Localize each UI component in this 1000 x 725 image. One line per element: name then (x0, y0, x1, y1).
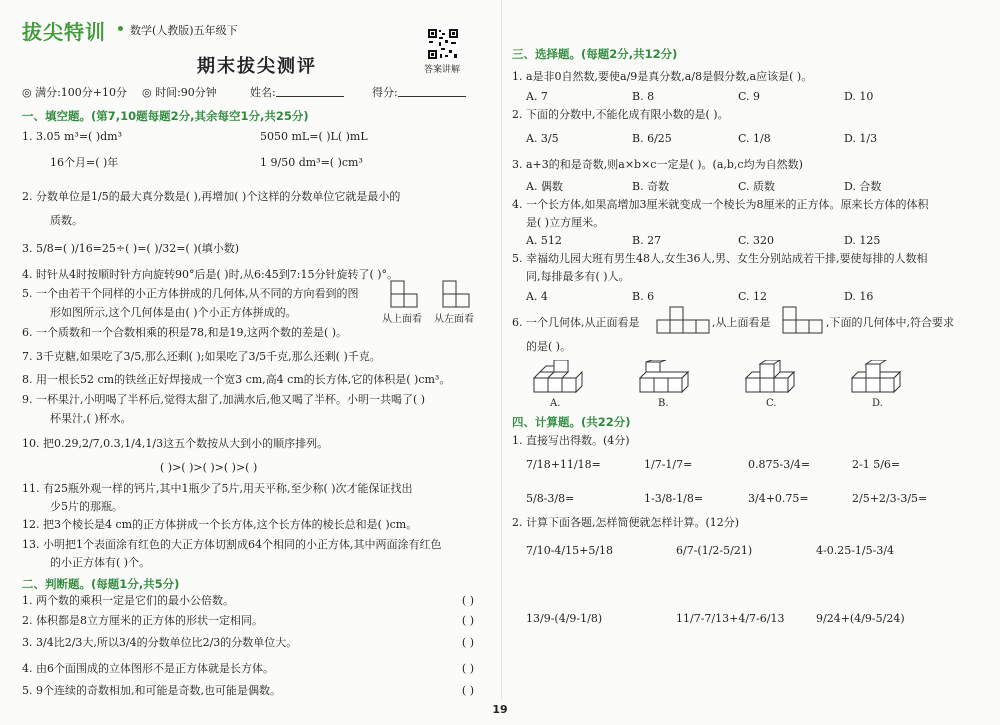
option-c[interactable]: C. 320 (738, 234, 775, 247)
question-10a: 10. 把0.29,2/7,0.3,1/4,1/3这五个数按从大到小的顺序排列。 (22, 437, 329, 450)
option-b[interactable]: B. 6/25 (632, 132, 672, 145)
choice-4a: 4. 一个长方体,如果高增加3厘米就变成一个棱长为8厘米的正方体。原来长方体的体积 (512, 198, 929, 211)
question-5a: 5. 一个由若干个同样的小正方体拼成的几何体,从不同的方向看到的图 (22, 287, 359, 300)
question-7: 7. 3千克糖,如果吃了3/5,那么还剩( );如果吃了3/5千克,那么还剩( )千克。 (22, 350, 381, 363)
solid-figure-a[interactable] (532, 360, 592, 396)
solid-figure-d[interactable] (850, 360, 910, 396)
brand-logo: 拔尖特训 (22, 20, 106, 44)
question-12: 12. 把3个棱长是4 cm的正方体拼成一个长方体,这个长方体的棱长总和是( )cm。 (22, 518, 418, 531)
option-b[interactable]: B. 8 (632, 90, 655, 103)
calc-2-title: 2. 计算下面各题,怎样简便就怎样计算。(12分) (512, 516, 740, 529)
choice-4-options (526, 234, 966, 248)
book-title: 数学(人教版)五年级下 (130, 24, 238, 37)
front-view-figure (656, 306, 712, 334)
question-1b: 5050 mL=( )L( )mL (260, 130, 368, 143)
calc-expr: 11/7-7/13+4/7-6/13 (676, 612, 785, 625)
choice-2-options (526, 132, 966, 146)
choice-5-options (526, 290, 966, 304)
choice-4b: 是( )立方厘米。 (526, 216, 605, 229)
figure-d-label: D. (872, 398, 883, 409)
choice-6c: ,下面的几何体中,符合要求 (826, 316, 954, 329)
option-b[interactable]: B. 27 (632, 234, 662, 247)
question-6: 6. 一个质数和一个合数相乘的积是78,和是19,这两个数的差是( )。 (22, 326, 348, 339)
solid-figure-c[interactable] (744, 360, 804, 396)
choice-5b: 同,每排最多有( )人。 (526, 270, 630, 283)
question-13a: 13. 小明把1个表面涂有红色的大正方体切割成64个相同的小正方体,其中两面涂有红色 (22, 538, 442, 551)
judge-5-answer[interactable]: ( ) (461, 684, 474, 697)
option-d[interactable]: D. 10 (844, 90, 874, 103)
calc-1-title: 1. 直接写出得数。(4分) (512, 434, 630, 447)
option-b[interactable]: B. 奇数 (632, 180, 670, 193)
figure-b-label: B. (658, 398, 669, 409)
choice-3: 3. a+3的和是奇数,则a×b×c一定是( )。(a,b,c均为自然数) (512, 158, 803, 171)
question-9a: 9. 一杯果汁,小明喝了半杯后,觉得太甜了,加满水后,他又喝了半杯。小明一共喝了( ) (22, 393, 426, 406)
column-divider (501, 0, 502, 700)
solid-figure-b[interactable] (638, 360, 698, 396)
question-3: 3. 5/8=( )/16=25÷( )=( )/32=( )(填小数) (22, 242, 240, 255)
question-1a: 1. 3.05 m³=( )dm³ (22, 130, 122, 143)
figure-c-label: C. (766, 398, 777, 409)
page-title: 期末拔尖测评 (197, 56, 317, 77)
left-view-figure (442, 280, 472, 308)
option-d[interactable]: D. 125 (844, 234, 881, 247)
qr-label: 答案讲解 (424, 65, 461, 75)
option-a[interactable]: A. 7 (526, 90, 548, 103)
choice-6d: 的是( )。 (526, 340, 572, 353)
choice-6a: 6. 一个几何体,从正面看是 (512, 316, 640, 329)
section-true-false: 二、判断题。(每题1分,共5分) (22, 577, 180, 591)
section-fill-blank: 一、填空题。(第7,10题每题2分,其余每空1分,共25分) (22, 109, 309, 123)
calc-expr: 7/10-4/15+5/18 (526, 544, 614, 557)
name-field[interactable] (276, 84, 344, 97)
question-10b: ( )>( )>( )>( )>( ) (160, 461, 258, 474)
calc-item: 5/8-3/8= (526, 492, 575, 505)
judge-1: 1. 两个数的乘积一定是它们的最小公倍数。 (22, 594, 234, 607)
option-a[interactable]: A. 512 (526, 234, 562, 247)
choice-2: 2. 下面的分数中,不能化成有限小数的是( )。 (512, 108, 729, 121)
name-label: 姓名: (250, 84, 276, 100)
calc-expr: 13/9-(4/9-1/8) (526, 612, 603, 625)
question-11b: 少5片的那瓶。 (50, 500, 123, 513)
question-2b: 质数。 (50, 214, 83, 227)
right-column (512, 0, 982, 725)
choice-1-options (526, 90, 966, 104)
question-4: 4. 时针从4时按顺时针方向旋转90°后是( )时,从6:45到7:15分针旋转了( )°。 (22, 268, 399, 281)
option-a[interactable]: A. 4 (526, 290, 548, 303)
judge-4-answer[interactable]: ( ) (461, 662, 474, 675)
calc-expr: 9/24+(4/9-5/24) (816, 612, 905, 625)
calc-item: 0.875-3/4= (748, 458, 811, 471)
calc-item: 2-1 5/6= (852, 458, 901, 471)
option-a[interactable]: A. 偶数 (526, 180, 563, 193)
question-1d: 1 9/50 dm³=( )cm³ (260, 156, 363, 169)
option-a[interactable]: A. 3/5 (526, 132, 559, 145)
judge-4: 4. 由6个面围成的立体图形不是正方体就是长方体。 (22, 662, 274, 675)
option-c[interactable]: C. 1/8 (738, 132, 771, 145)
option-c[interactable]: C. 12 (738, 290, 768, 303)
judge-3-answer[interactable]: ( ) (461, 636, 474, 649)
choice-6b: ,从上面看是 (712, 316, 771, 329)
option-d[interactable]: D. 合数 (844, 180, 882, 193)
judge-5: 5. 9个连续的奇数相加,和可能是奇数,也可能是偶数。 (22, 684, 281, 697)
top-view-figure (390, 280, 420, 308)
top-view-figure-2 (782, 306, 826, 334)
judge-2-answer[interactable]: ( ) (461, 614, 474, 627)
calc-item: 1/7-1/7= (644, 458, 693, 471)
section-choice: 三、选择题。(每题2分,共12分) (512, 47, 678, 61)
points-field[interactable] (398, 84, 466, 97)
calc-expr: 4-0.25-1/5-3/4 (816, 544, 895, 557)
choice-5a: 5. 幸福幼儿园大班有男生48人,女生36人,男、女生分别站成若干排,要使每排的人数相 (512, 252, 928, 265)
left-column (22, 0, 492, 725)
calc-item: 7/18+11/18= (526, 458, 601, 471)
option-c[interactable]: C. 质数 (738, 180, 776, 193)
option-d[interactable]: D. 16 (844, 290, 874, 303)
calc-expr: 6/7-(1/2-5/21) (676, 544, 753, 557)
choice-1: 1. a是非0自然数,要使a/9是真分数,a/8是假分数,a应该是( )。 (512, 70, 813, 83)
left-view-label: 从左面看 (434, 314, 474, 325)
page-number: 19 (492, 703, 508, 716)
question-5b: 形如图所示,这个几何体是由( )个小正方体拼成的。 (50, 306, 297, 319)
figure-a-label: A. (550, 398, 561, 409)
points-label: 得分: (372, 84, 398, 100)
full-score: ◎ 满分:100分+10分 (22, 86, 128, 99)
calc-item: 2/5+2/3-3/5= (852, 492, 928, 505)
question-1c: 16个月=( )年 (50, 156, 119, 169)
judge-2: 2. 体积都是8立方厘米的正方体的形状一定相同。 (22, 614, 263, 627)
calc-item: 3/4+0.75= (748, 492, 809, 505)
section-calculation: 四、计算题。(共22分) (512, 415, 631, 429)
judge-1-answer[interactable]: ( ) (461, 594, 474, 607)
question-13b: 的小正方体有( )个。 (50, 556, 151, 569)
choice-3-options (526, 178, 966, 192)
question-11a: 11. 有25瓶外观一样的钙片,其中1瓶少了5片,用天平称,至少称( )次才能保证找出 (22, 482, 413, 495)
option-c[interactable]: C. 9 (738, 90, 761, 103)
top-view-label: 从上面看 (382, 314, 422, 325)
judge-3: 3. 3/4比2/3大,所以3/4的分数单位比2/3的分数单位大。 (22, 636, 298, 649)
question-9b: 杯果汁,( )杯水。 (50, 412, 132, 425)
option-d[interactable]: D. 1/3 (844, 132, 878, 145)
calc-item: 1-3/8-1/8= (644, 492, 704, 505)
brand-dot (118, 26, 123, 31)
option-b[interactable]: B. 6 (632, 290, 655, 303)
question-8: 8. 用一根长52 cm的铁丝正好焊接成一个宽3 cm,高4 cm的长方体,它的体积是( )cm³。 (22, 373, 451, 386)
exam-time: ◎ 时间:90分钟 (142, 86, 217, 99)
question-2a: 2. 分数单位是1/5的最大真分数是( ),再增加( )个这样的分数单位它就是最小的 (22, 190, 401, 203)
